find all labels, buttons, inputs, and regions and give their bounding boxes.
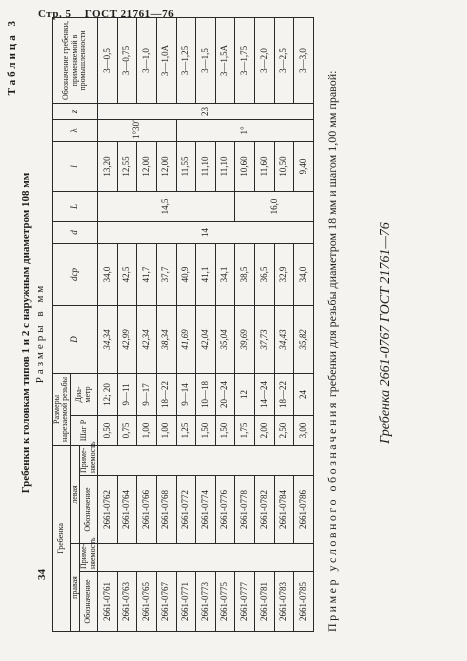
table-label: Таблица 3 xyxy=(6,18,18,96)
cell-left-code: 2661-0776 xyxy=(215,476,235,544)
col-grebenka: Гребенка xyxy=(53,445,71,631)
standard-code: ГОСТ 21761—76 xyxy=(84,8,175,20)
dimensions-table xyxy=(52,17,314,632)
col-diam: Диа- метр xyxy=(70,373,97,415)
cell-pitch: 1,75 xyxy=(235,415,255,445)
cell-dcp: 32,9 xyxy=(274,243,294,305)
cell-pitch: 1,25 xyxy=(176,415,196,445)
table-title: Гребенки к головкам типов 1 и 2 с наружным диаметром 108 мм xyxy=(20,172,32,494)
cell-D: 38,34 xyxy=(156,305,176,373)
col-d: d xyxy=(53,221,98,243)
cell-left-primenyaemost xyxy=(97,445,313,475)
cell-l: 12,00 xyxy=(156,141,176,191)
cell-komplekt: 3—1,5 xyxy=(196,17,216,103)
cell-diameter: 20—24 xyxy=(215,373,235,415)
cell-d-merged: 14 xyxy=(97,221,313,243)
cell-right-code: 2661-0783 xyxy=(274,572,294,632)
cell-komplekt: 3—3,0 xyxy=(294,17,314,103)
col-komplekt: Обозначение гребенки, применяемой в промышленности xyxy=(53,17,98,103)
rotated-page-content xyxy=(0,12,440,654)
example-designation: Гребенка 2661-0767 ГОСТ 21761—76 xyxy=(378,222,393,444)
cell-l: 11,60 xyxy=(255,141,275,191)
cell-L-upper: 14,5 xyxy=(97,191,234,221)
cell-left-code: 2661-0772 xyxy=(176,476,196,544)
cell-pitch: 1,50 xyxy=(196,415,216,445)
cell-dcp: 41,7 xyxy=(137,243,157,305)
cell-L-lower: 16,0 xyxy=(235,191,314,221)
cell-l: 11,10 xyxy=(215,141,235,191)
cell-left-code: 2661-0766 xyxy=(137,476,157,544)
cell-D: 34,43 xyxy=(274,305,294,373)
cell-l: 10,60 xyxy=(235,141,255,191)
cell-komplekt: 3—2,5 xyxy=(274,17,294,103)
cell-D: 41,69 xyxy=(176,305,196,373)
cell-right-code: 2661-0773 xyxy=(196,572,216,632)
cell-l: 11,10 xyxy=(196,141,216,191)
cell-dcp: 36,5 xyxy=(255,243,275,305)
cell-D: 34,34 xyxy=(97,305,117,373)
cell-right-primenyaemost xyxy=(97,544,313,572)
cell-left-code: 2661-0774 xyxy=(196,476,216,544)
cell-diameter: 12 xyxy=(235,373,255,415)
col-right-primenyaemost: Приме- няемость xyxy=(80,544,98,572)
col-left-oboznachenie: Обозначение xyxy=(80,476,98,544)
table-subtitle: Размеры в мм xyxy=(34,282,46,384)
cell-right-code: 2661-0767 xyxy=(156,572,176,632)
example-text: гребенки для резьбы диаметром 18 мм и шагом 1,00 мм правой: xyxy=(325,70,339,401)
cell-left-code: 2661-0768 xyxy=(156,476,176,544)
cell-l: 13,20 xyxy=(97,141,117,191)
cell-D: 39,69 xyxy=(235,305,255,373)
col-levaya: левая xyxy=(70,445,79,543)
col-D: D xyxy=(53,305,98,373)
cell-pitch: 3,00 xyxy=(294,415,314,445)
cell-D: 42,99 xyxy=(117,305,137,373)
col-shag: Шаг P xyxy=(70,415,97,445)
cell-left-code: 2661-0782 xyxy=(255,476,275,544)
cell-z-merged: 23 xyxy=(97,103,313,119)
col-rezba: Размеры нарезаемой резьбы xyxy=(53,373,71,445)
cell-diameter: 9—11 xyxy=(117,373,137,415)
cell-dcp: 38,5 xyxy=(235,243,255,305)
cell-left-code: 2661-0786 xyxy=(294,476,314,544)
col-left-primenyaemost: Приме- няемость xyxy=(80,445,98,475)
header-row-1 xyxy=(53,17,71,631)
col-l: l xyxy=(53,141,98,191)
cell-diameter: 9—17 xyxy=(137,373,157,415)
cell-right-code: 2661-0761 xyxy=(97,572,117,632)
cell-diameter: 9—14 xyxy=(176,373,196,415)
cell-l: 9,40 xyxy=(294,141,314,191)
cell-dcp: 34,0 xyxy=(294,243,314,305)
folio-number: 34 xyxy=(36,569,48,580)
page-number: Стр. 5 xyxy=(38,8,72,20)
cell-pitch: 1,00 xyxy=(156,415,176,445)
cell-right-code: 2661-0775 xyxy=(215,572,235,632)
cell-left-code: 2661-0784 xyxy=(274,476,294,544)
cell-D: 42,04 xyxy=(196,305,216,373)
cell-komplekt: 3—0,5 xyxy=(97,17,117,103)
cell-right-code: 2661-0785 xyxy=(294,572,314,632)
cell-dcp: 42,5 xyxy=(117,243,137,305)
cell-pitch: 2,00 xyxy=(255,415,275,445)
table-body xyxy=(97,17,313,631)
example-lead: Пример условного обозначения xyxy=(325,400,339,632)
cell-D: 35,04 xyxy=(215,305,235,373)
cell-komplekt: 3—0,75 xyxy=(117,17,137,103)
cell-l: 11,55 xyxy=(176,141,196,191)
cell-diameter: 14—24 xyxy=(255,373,275,415)
col-pravaya: правая xyxy=(70,544,79,632)
example-paragraph xyxy=(324,18,340,632)
cell-diameter: 18—22 xyxy=(274,373,294,415)
cell-komplekt: 3—1,0 xyxy=(137,17,157,103)
cell-left-code: 2661-0778 xyxy=(235,476,255,544)
col-z: z xyxy=(53,103,98,119)
cell-right-code: 2661-0763 xyxy=(117,572,137,632)
cell-D: 42,34 xyxy=(137,305,157,373)
cell-komplekt: 3—2,0 xyxy=(255,17,275,103)
cell-left-code: 2661-0764 xyxy=(117,476,137,544)
cell-pitch: 1,50 xyxy=(215,415,235,445)
cell-komplekt: 3—1,25 xyxy=(176,17,196,103)
col-right-oboznachenie: Обозначение xyxy=(80,572,98,632)
cell-komplekt: 3—1,75 xyxy=(235,17,255,103)
cell-diameter: 10—18 xyxy=(196,373,216,415)
cell-dcp: 37,7 xyxy=(156,243,176,305)
cell-left-code: 2661-0762 xyxy=(97,476,117,544)
cell-right-code: 2661-0771 xyxy=(176,572,196,632)
cell-lambda-lower: 1° xyxy=(176,119,313,141)
col-lambda: λ xyxy=(53,119,98,141)
col-L: L xyxy=(53,191,98,221)
cell-komplekt: 3—1,5А xyxy=(215,17,235,103)
cell-pitch: 0,75 xyxy=(117,415,137,445)
cell-pitch: 1,00 xyxy=(137,415,157,445)
table-row xyxy=(97,17,117,631)
cell-dcp: 41,1 xyxy=(196,243,216,305)
cell-right-code: 2661-0781 xyxy=(255,572,275,632)
cell-D: 35,82 xyxy=(294,305,314,373)
cell-right-code: 2661-0765 xyxy=(137,572,157,632)
cell-pitch: 0,50 xyxy=(97,415,117,445)
cell-komplekt: 3—1,0А xyxy=(156,17,176,103)
cell-dcp: 40,9 xyxy=(176,243,196,305)
cell-dcp: 34,1 xyxy=(215,243,235,305)
cell-dcp: 34,0 xyxy=(97,243,117,305)
cell-l: 10,50 xyxy=(274,141,294,191)
cell-lambda-upper: 1°30′ xyxy=(97,119,176,141)
cell-diameter: 12; 20 xyxy=(97,373,117,415)
cell-diameter: 18—22 xyxy=(156,373,176,415)
cell-right-code: 2661-0777 xyxy=(235,572,255,632)
cell-l: 12,55 xyxy=(117,141,137,191)
cell-l: 12,00 xyxy=(137,141,157,191)
cell-D: 37,73 xyxy=(255,305,275,373)
col-dcp: dср xyxy=(53,243,98,305)
cell-pitch: 2,50 xyxy=(274,415,294,445)
cell-diameter: 24 xyxy=(294,373,314,415)
